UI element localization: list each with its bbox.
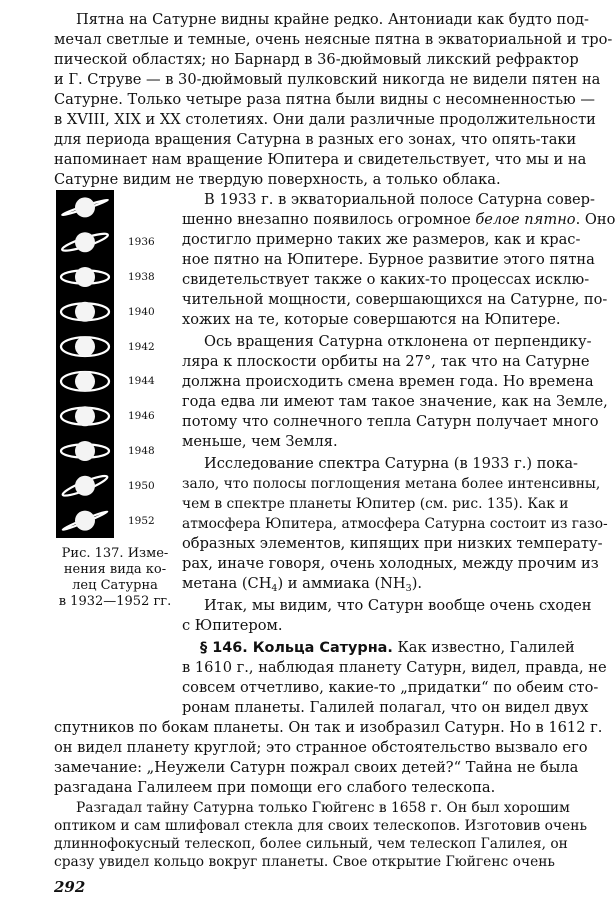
p4-line-1: Исследование спектра Сатурна (в 1933 г.) пока- [204, 455, 578, 472]
p3-line-2: ляра к плоскости орбиты на 27°, так что на Сатурне [182, 353, 590, 370]
p3-line-5: потому что солнечного тепла Сатурн получает много [182, 413, 599, 430]
saturn-drawing [61, 406, 109, 426]
section-line-6: он видел планету круглой; это странное обстоятельство вызвало его [54, 739, 588, 756]
p5-line-1: Итак, мы видим, что Сатурн вообще очень сходен [204, 597, 592, 614]
section-line-2: в 1610 г., наблюдая планету Сатурн, видел, правда, не [182, 659, 607, 676]
p2-line-7: хожих на те, которые совершаются на Юпитере. [182, 311, 561, 328]
p1-line-7: для периода вращения Сатурна в разных его зонах, что опять-таки [54, 131, 577, 148]
p1-line-6: в XVIII, XIX и XX столетиях. Они дали различные продолжительности [54, 111, 596, 128]
figure-caption-line-3: лец Сатурна [72, 578, 158, 593]
figure-year-label: 1938 [128, 271, 155, 283]
p4-line-5: образных элементов, кипящих при низких температу- [182, 535, 603, 552]
section-line-3: совсем отчетливо, какие-то „придатки“ по обеим сто- [182, 679, 599, 696]
figure-caption-line-1: Рис. 137. Изме- [61, 546, 169, 561]
p1-line-5: Сатурне. Только четыре раза пятна были видны с несомненностью — [54, 91, 595, 108]
figure-year-label: 1942 [128, 340, 155, 353]
saturn-drawing [61, 473, 109, 499]
p2-line-5: свидетельствует также о каких-то процессах исклю- [182, 271, 590, 288]
p4-line-2: зало, что полосы поглощения метана более интенсивны, [182, 476, 601, 492]
section-first-line [182, 638, 575, 658]
saturn-drawing [61, 337, 109, 357]
saturn-drawing [62, 510, 108, 531]
saturn-ring-drawings [56, 190, 114, 538]
section-line-5: спутников по бокам планеты. Он так и изобразил Сатурн. Но в 1612 г. [54, 719, 603, 736]
p4-line-7 [182, 574, 552, 594]
p3-line-3: должна происходить смена времен года. Но времена [182, 373, 594, 390]
section-first-rest: Как известно, Галилей [392, 639, 575, 656]
figure-year-label: 1948 [128, 445, 155, 457]
p2-line-2b: . Оно [575, 211, 615, 228]
saturn-drawing [61, 231, 109, 254]
methane-formula: метана (CH [182, 575, 272, 592]
p1-line-1: Пятна на Сатурне видны крайне редко. Антониади как будто под- [76, 11, 589, 28]
p3-line-6: меньше, чем Земля. [182, 433, 338, 450]
saturn-drawing [61, 302, 109, 322]
ammonia-subscript: 3 [405, 583, 412, 594]
formula-end: ). [411, 575, 423, 592]
p6-line-4: сразу увидел кольцо вокруг планеты. Свое открытие Гюйгенс очень [54, 854, 555, 870]
p2-line-2a: шенно внезапно появилось огромное [182, 211, 476, 228]
p1-line-4: и Г. Струве — в 30-дюймовый пулковский никогда не видели пятен на [54, 71, 601, 88]
section-line-7: замечание: „Неужели Сатурн пожрал своих детей?“ Тайна не была [54, 759, 579, 776]
p5-line-2: с Юпитером. [182, 617, 283, 634]
p1-line-9: Сатурне видим не твердую поверхность, а только облака. [54, 171, 501, 188]
figure-year-label: 1952 [128, 514, 155, 527]
saturn-drawing [61, 267, 109, 287]
p2-line-4: ное пятно на Юпитере. Бурное развитие этого пятна [182, 251, 595, 268]
saturn-drawing [62, 197, 109, 217]
saturn-drawing [61, 371, 109, 391]
figure-caption-line-2: нения вида ко- [63, 562, 167, 577]
p2-line-3: достигло примерно таких же размеров, как и крас- [182, 231, 581, 248]
saturn-figure-strip [56, 190, 114, 538]
p3-line-1: Ось вращения Сатурна отклонена от перпендику- [204, 333, 592, 350]
page-number: 292 [54, 878, 86, 896]
white-spot-emphasis: белое пятно [475, 211, 576, 228]
p6-line-2: оптиком и сам шлифовал стекла для своих телескопов. Изготовив очень [54, 818, 587, 834]
p1-line-3: пической областях; но Барнард в 36-дюймовый ликский рефрактор [54, 51, 579, 68]
p6-line-3: длиннофокусный телескоп, более сильный, чем телескоп Галилея, он [54, 836, 568, 852]
saturn-drawing [61, 441, 109, 461]
section-heading: § 146. Кольца Сатурна. [200, 640, 393, 656]
p4-line-4: атмосфера Юпитера, атмосфера Сатурна состоит из газо- [182, 516, 608, 532]
figure-year-label: 1944 [128, 375, 155, 388]
p3-line-4: года едва ли имеют там такое значение, как на Земле, [182, 393, 608, 410]
p1-line-8: напоминает нам вращение Юпитера и свидетельствует, что мы и на [54, 151, 587, 168]
p4-line-3: чем в спектре планеты Юпитер (см. рис. 135). Как и [182, 496, 569, 512]
p4-line-6: рах, иначе говоря, очень холодных, между прочим из [182, 555, 599, 572]
figure-caption-line-4: в 1932—1952 гг. [58, 594, 172, 609]
ammonia-formula: ) и аммиака (NH [277, 575, 406, 592]
figure-year-label: 1950 [128, 479, 155, 492]
p2-line-1: В 1933 г. в экваториальной полосе Сатурна совер- [204, 191, 595, 208]
figure-year-label: 1940 [128, 305, 155, 318]
figure-year-label: 1936 [128, 236, 155, 249]
methane-subscript: 4 [271, 583, 278, 594]
p2-line-6: чительной мощности, совершающихся на Сатурне, по- [182, 291, 608, 308]
section-line-8: разгадана Галилеем при помощи его слабого телескопа. [54, 779, 496, 796]
p1-line-2: мечал светлые и темные, очень неясные пятна в экваториальной и тро- [54, 31, 613, 48]
p2-line-2 [182, 210, 615, 230]
p6-line-1: Разгадал тайну Сатурна только Гюйгенс в 1658 г. Он был хорошим [76, 800, 570, 816]
section-line-4: ронам планеты. Галилей полагал, что он видел двух [182, 699, 589, 716]
figure-year-label: 1946 [128, 410, 155, 423]
